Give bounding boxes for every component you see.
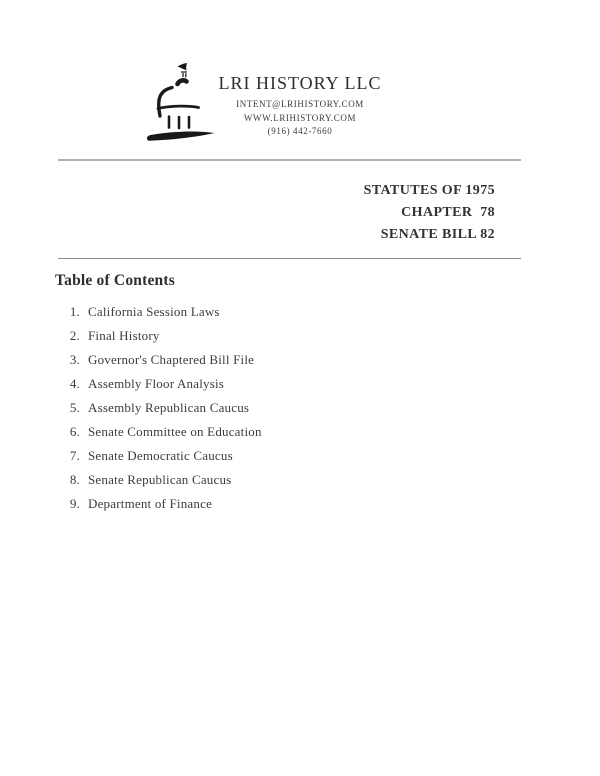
toc-item-label: Department of Finance <box>88 496 213 511</box>
toc-title: Table of Contents <box>55 272 175 289</box>
toc-item <box>60 400 500 415</box>
toc-item <box>60 472 500 487</box>
toc-item <box>60 496 500 511</box>
toc-item <box>60 304 500 319</box>
heading-divider <box>58 258 521 259</box>
toc-item-label: Senate Republican Caucus <box>88 472 232 487</box>
toc-item <box>60 352 500 367</box>
toc-item-number: 8. <box>69 472 80 487</box>
letterhead <box>150 73 450 139</box>
toc-item-number: 2. <box>69 328 80 343</box>
company-email: INTENT@LRIHISTORY.COM <box>236 99 364 109</box>
toc-item-number: 1. <box>69 304 80 319</box>
toc-item-label: Senate Democratic Caucus <box>88 448 233 463</box>
toc-item-number: 5. <box>69 400 80 415</box>
statutes-line: STATUTES OF 1975 <box>363 183 495 198</box>
toc-list <box>60 304 500 520</box>
toc-item-number: 9. <box>69 496 80 511</box>
toc-item-label: Final History <box>88 328 160 343</box>
toc-item-number: 3. <box>69 352 80 367</box>
senate-bill-line: SENATE BILL 82 <box>380 227 495 242</box>
company-website: WWW.LRIHISTORY.COM <box>243 112 357 123</box>
chapter-line: CHAPTER 78 <box>401 205 495 220</box>
toc-item-number: 4. <box>69 376 80 391</box>
bill-heading <box>300 180 495 246</box>
company-name: LRI HISTORY LLC <box>218 73 382 93</box>
header-divider <box>58 159 521 161</box>
toc-item-label: Assembly Floor Analysis <box>88 376 225 391</box>
toc-item-label: California Session Laws <box>88 304 220 319</box>
toc-item-label: Senate Committee on Education <box>88 424 262 439</box>
toc-item <box>60 328 500 343</box>
toc-item-number: 7. <box>69 448 80 463</box>
logo-flag <box>178 63 188 71</box>
toc-item-label: Governor's Chaptered Bill File <box>88 352 255 367</box>
company-phone: (916) 442-7660 <box>267 126 333 136</box>
toc-item-number: 6. <box>69 424 80 439</box>
toc-item-label: Assembly Republican Caucus <box>88 400 250 415</box>
toc-item <box>60 448 500 463</box>
toc-item <box>60 424 500 439</box>
toc-item <box>60 376 500 391</box>
